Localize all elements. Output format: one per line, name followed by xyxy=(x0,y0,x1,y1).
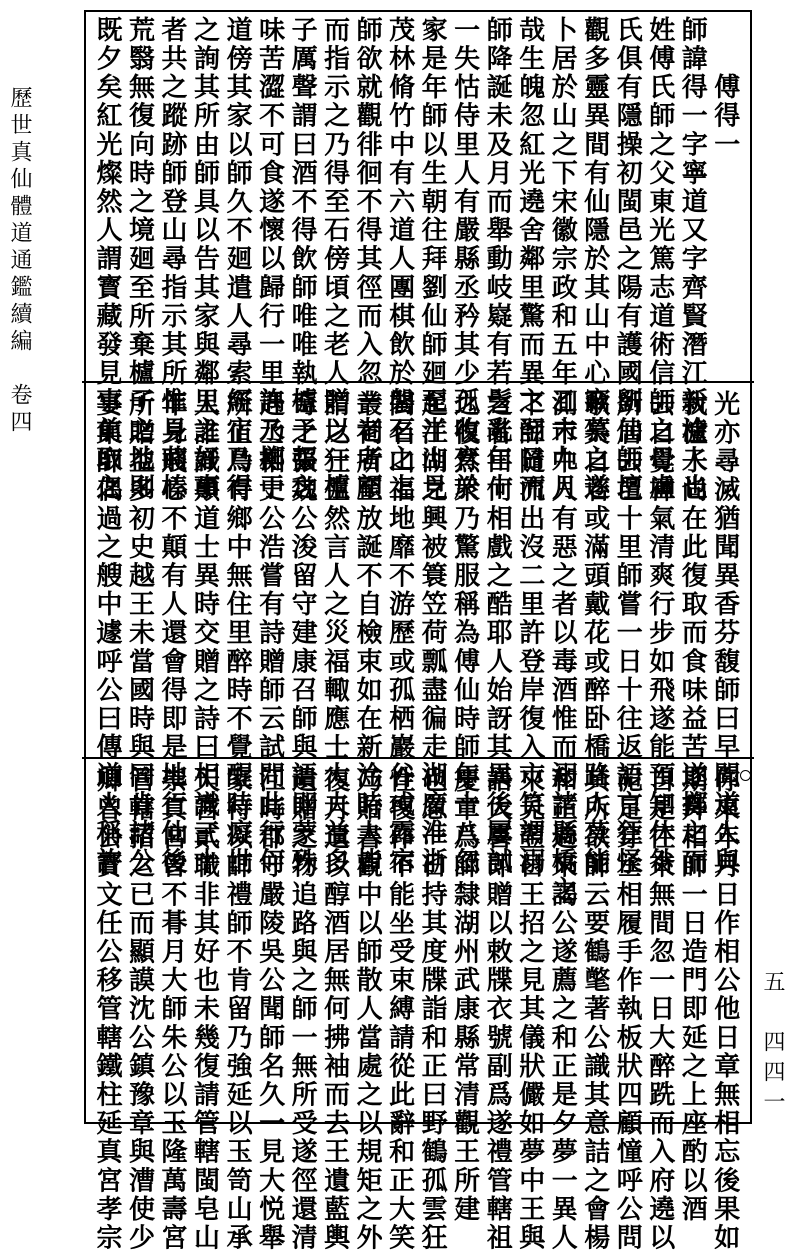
text-column: 崇真宮曾不朞月大師朱公以玉隆萬壽宮 xyxy=(157,766,188,1252)
text-column: 傅得一 xyxy=(709,16,740,159)
text-column: 奇之張魏公浚留守建康召師與語即蒙殊 xyxy=(287,390,318,877)
text-column: 來見翌日王招之見其儀狀儼如夢中王與 xyxy=(514,766,545,1252)
text-column: 所居去邑十里師嘗一日十往返語言狂怪 xyxy=(612,390,643,877)
text-column: 子厲聲謂曰酒不得飲師唯唯執櫨子齧之 xyxy=(287,16,318,503)
text-column: 卜居於山之下宋徽宗政和五年乙未九月 xyxy=(547,16,578,503)
text-column: 家待以師禮師不肯留乃強延以玉笥山承 xyxy=(222,766,253,1252)
text-column: 味苦澀不可食遂懷以歸行一里許乃擲于 xyxy=(254,16,285,503)
text-column: 測市中人有惡之者以毒酒惟而溺諸縣橋之 xyxy=(547,390,578,905)
text-band-bottom xyxy=(88,766,744,1252)
text-column: 氏俱有隱操初閩邑之陽有護國劉仙師壇 xyxy=(612,16,643,503)
text-column: 自是往來無間忽一日大醉跣而入府遶以 xyxy=(644,766,675,1252)
text-column: 姓傅氏師之父東光篤志道術信師之母盧 xyxy=(644,16,675,503)
text-column: 者共之蹤跡師登山尋指示其所惟見荊榛 xyxy=(157,16,188,503)
text-column: 遺贈之物追路與之師一無所受遂徑還清 xyxy=(287,766,318,1252)
punctuation-circle-mark xyxy=(426,22,437,33)
text-column: 師諱得一字寧道又字齊賢潛江新淦人也 xyxy=(677,16,708,503)
text-column: 之詢其所由師具以告其家與鄰里之好事 xyxy=(189,16,220,503)
text-column: 之者曰何相戲之酷耶人始訝其異後屢試 xyxy=(482,390,513,877)
text-column: 其所欲師云要鶴氅著公識其意詰之會楊 xyxy=(579,766,610,1252)
book-title-margin: 歷世真仙體道通鑑續編 卷四 xyxy=(7,86,32,437)
text-column: 遇丞相史公浩嘗有詩贈師云試問此行何 xyxy=(254,390,285,877)
text-column: 叢祠所至放誕不自檢束如在新淦時人皆 xyxy=(352,390,383,877)
text-column: 復月遺以醇酒居無何拂袖而去王遺藍輿 xyxy=(319,766,350,1252)
text-column: 慶章爲師隸湖州武康縣常清觀王所建 xyxy=(449,766,480,1224)
text-band-middle xyxy=(88,390,744,905)
text-column: 師降誕未及月而舉動岐嶷有若髫亂年十 xyxy=(482,16,513,503)
text-column: 語大喜即贈以敕牒衣號副爲遂禮管轄祖 xyxy=(482,766,513,1252)
punctuation-circle-mark xyxy=(426,396,437,407)
text-column: 光亦尋滅猶聞異香芬馥師曰早聞道人與 xyxy=(709,390,740,877)
text-column: 江時郡守嚴陵吳公聞師名久一見大悦舉 xyxy=(254,766,285,1252)
text-column: 你來年月日作相公他日章無相忘後果如 xyxy=(709,766,740,1252)
text-column: 期拜相師一日造門即延之上座酌以酒 xyxy=(677,766,708,1224)
text-column: 所贈益多初史越王未當國時與同肯諸公 xyxy=(124,390,155,877)
punctuation-circle-mark xyxy=(740,770,751,781)
text-band-top xyxy=(88,16,744,503)
text-column: 道傍其家以師久不廻遣人尋索經宿乃得 xyxy=(222,16,253,503)
text-column: 所止鳥有鄉中無住里醉時不覺醒時癡世 xyxy=(222,390,253,877)
text-column: 歌笑自若或滿頭戴花或醉卧橋路人莫能 xyxy=(579,390,610,877)
text-column: 一失怙侍里人有嚴縣丞矜其少孤收育於 xyxy=(449,16,480,503)
text-column: 起江湖之興被簑笠荷瓢盡徧走湖廣淮浙 xyxy=(417,390,448,877)
text-column: 下師隨流出沒二里許登岸復入市笑謂溺 xyxy=(514,390,545,877)
page-number-margin: 五 四四一 xyxy=(760,970,785,1120)
text-column: 荒翳無復向時之境廻至所棄櫨子之地則 xyxy=(124,16,155,503)
text-column: 既夕矣紅光燦然人謂寳藏發見事前取之 xyxy=(92,16,122,503)
text-column: 乃貽書觀中以師散人當處之以規矩之外 xyxy=(352,766,383,1252)
text-column: 和正適來謁公遂薦之和正是夕夢一異人 xyxy=(547,766,578,1252)
text-column: 泥足穿丞相履手作執板狀四顧憧呼公問 xyxy=(612,766,643,1252)
text-column: 哉生魄忽紅光遶舍鄰里驚而異之翌日而 xyxy=(514,16,545,503)
text-column: 也忽一日持其度牒詣和正曰野鶴孤雲狂 xyxy=(417,766,448,1252)
text-column: 而指示之乃得至石傍頃之老人贈以一櫨 xyxy=(319,16,350,503)
text-column: 性復作不能坐受束縛請從此辭和正大笑 xyxy=(384,766,415,1252)
text-column: 宴集師偶過之艘中遽呼公曰傳道人稱許 xyxy=(92,390,122,877)
text-column: 卿曾公寳文任公移管轄鐵柱延真宮孝宗 xyxy=(92,766,122,1252)
text-column: 之復然衆乃驚服稱為傅仙時師年十八忽 xyxy=(449,390,480,877)
text-column: 人誰識顛道士異時交贈之詩曰相識三十 xyxy=(189,390,220,877)
text-column: 年身賤心不顛有人還會得即是地行仙後 xyxy=(157,390,188,877)
text-column: 家是年師以生朝往拜劉仙師廻至半山見 xyxy=(417,16,448,503)
text-column: 茂林脩竹中有六道人團棋飲於磐石之上 xyxy=(384,16,415,503)
text-column: 管轄招之已而顯謨沈公鎮豫章與漕使少 xyxy=(124,766,155,1252)
text-column: 去自覺神氣清爽行步如飛遂能預知休咎 xyxy=(644,390,675,877)
text-column: 天宮貳職非其好也未幾復請管轄閩皂山 xyxy=(189,766,220,1252)
text-column: 閩名山福地靡不游歷或孤栖巖谷或露宿 xyxy=(384,390,415,877)
text-column: 師欲就觀徘徊不得其徑而入忽一老者顧 xyxy=(352,16,383,503)
text-column: 謂之狂生然言人之災福輙應士大夫益多 xyxy=(319,390,350,877)
text-column: 我櫨子尚在此復取而食味益苦遂擲之而 xyxy=(677,390,708,877)
text-column: 觀多靈異間有仙隱於其山中心竊慕之遂 xyxy=(579,16,610,503)
